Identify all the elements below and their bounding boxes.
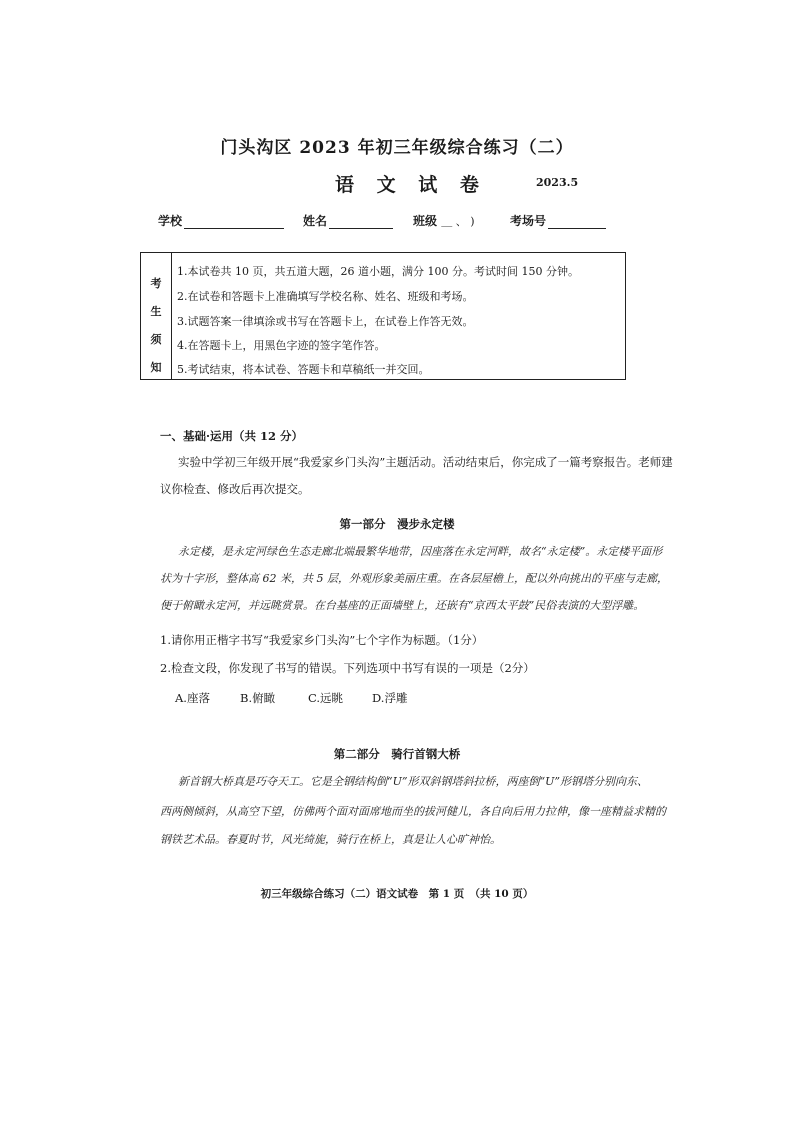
exam-room-blank[interactable] (548, 216, 606, 229)
page-footer: 初三年级综合练习（二）语文试卷 第 1 页 （共 10 页） (260, 888, 534, 900)
class-field[interactable] (413, 212, 475, 229)
exam-notice-box (140, 252, 626, 380)
option-d[interactable]: D.浮雕 (372, 691, 408, 705)
question-2: 2.检查文段，你发现了书写的错误。下列选项中书写有误的一项是（2分） (160, 661, 535, 675)
student-info-row (158, 212, 618, 230)
exam-room-label: 考场号 (510, 214, 547, 228)
notice-item: 3.试题答案一律填涂或书写在答题卡上，在试卷上作答无效。 (177, 315, 474, 328)
part1-text-line: 状为十字形，整体高 62 米，共 5 层，外观形象美丽庄重。在各层屋檐上，配以外向挑出的平座与走廊， (160, 572, 668, 585)
part2-text-line: 新首钢大桥真是巧夺天工。它是全钢结构倒“U”形双斜钢塔斜拉桥，两座倒“U”形钢塔分别向东、 (178, 775, 649, 788)
school-label: 学校 (158, 214, 183, 228)
exam-room-field[interactable] (510, 212, 606, 229)
part1-text-line: 永定楼，是永定河绿色生态走廊北端最繁华地带，因座落在永定河畔，故名“永定楼”。永定楼平面形 (178, 545, 663, 558)
school-blank[interactable] (184, 216, 284, 229)
part1-text-line: 便于俯瞰永定河，并远眺赏景。在台基座的正面墙壁上，还嵌有“京西太平鼓”民俗表演的大型浮雕。 (160, 599, 645, 612)
notice-item: 1.本试卷共 10 页，共五道大题，26 道小题，满分 100 分。考试时间 150 分钟。 (177, 265, 579, 278)
intro-line: 实验中学初三年级开展“我爱家乡门头沟”主题活动。活动结束后，你完成了一篇考察报告。老师建 (178, 455, 673, 469)
exam-title: 门头沟区 2023 年初三年级综合练习（二） (220, 138, 574, 158)
notice-item: 5.考试结束，将本试卷、答题卡和草稿纸一并交回。 (177, 363, 430, 376)
name-field[interactable] (303, 212, 393, 229)
exam-date: 2023.5 (536, 176, 579, 189)
part2-title: 第二部分 骑行首钢大桥 (333, 747, 461, 761)
school-field[interactable] (158, 212, 284, 229)
part1-title: 第一部分 漫步永定楼 (339, 517, 455, 531)
section-heading: 一、基础·运用（共 12 分） (160, 429, 304, 443)
option-c[interactable]: C.远眺 (308, 691, 344, 705)
part2-text-line: 西两侧倾斜，从高空下望，仿佛两个面对面席地而坐的拔河健儿，各自向后用力拉伸，像一座精益求精的 (160, 805, 666, 818)
notice-side-char: 须 (150, 333, 162, 346)
exam-subtitle: 语 文 试 卷 (335, 174, 487, 196)
option-b[interactable]: B.俯瞰 (240, 691, 276, 705)
option-a[interactable]: A.座落 (175, 691, 210, 705)
notice-side-char: 生 (150, 305, 162, 318)
part2-text-line: 钢铁艺术品。春夏时节，风光绮旎，骑行在桥上，真是让人心旷神怡。 (160, 833, 501, 846)
notice-item: 2.在试卷和答题卡上准确填写学校名称、姓名、班级和考场。 (177, 290, 474, 303)
notice-item: 4.在答题卡上，用黑色字迹的签字笔作答。 (177, 339, 386, 352)
class-label: 班级 (413, 214, 438, 228)
name-blank[interactable] (329, 216, 393, 229)
notice-side-label (141, 253, 172, 379)
name-label: 姓名 (303, 214, 328, 228)
notice-side-char: 考 (150, 277, 162, 290)
intro-line: 议你检查、修改后再次提交。 (160, 482, 310, 496)
notice-side-char: 知 (150, 361, 162, 374)
class-blank[interactable]: ＿ 、 ) (441, 215, 475, 228)
question-1: 1.请你用正楷字书写“我爱家乡门头沟”七个字作为标题。（1分） (160, 633, 484, 647)
